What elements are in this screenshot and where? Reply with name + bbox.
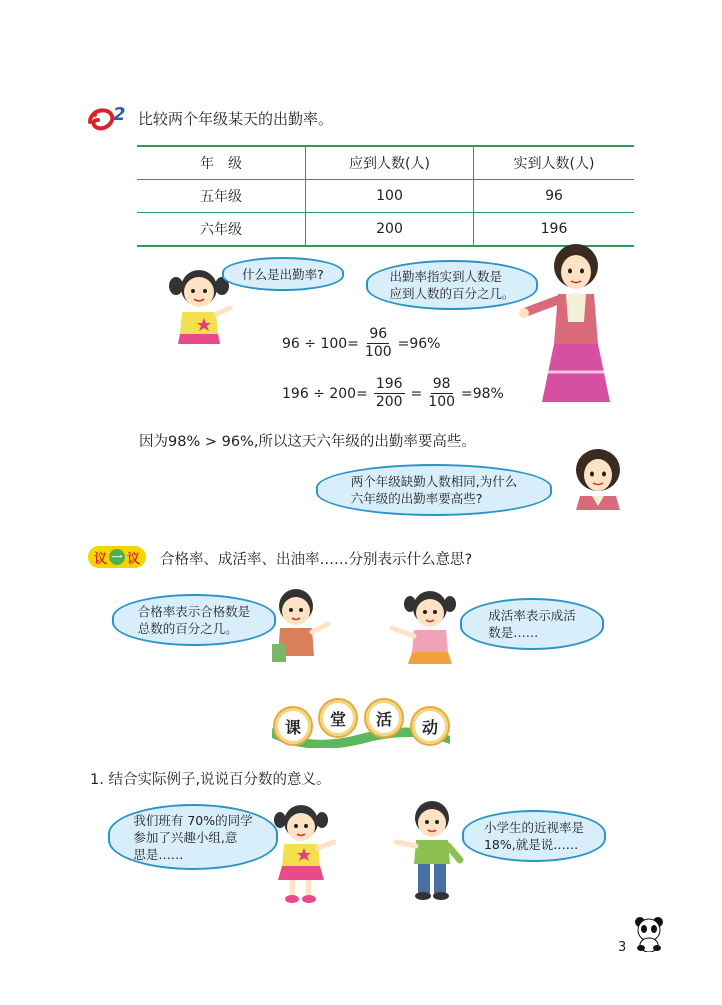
table-row	[137, 180, 634, 213]
activity-item-1: 1. 结合实际例子,说说百分数的意义。	[90, 772, 331, 788]
badge-char: 一	[109, 549, 125, 565]
fraction	[428, 376, 455, 411]
numerator: 96	[369, 326, 388, 342]
teacher-answer-bubble	[366, 260, 538, 310]
numerator: 98	[432, 376, 451, 392]
bubble-text: 小学生的近视率是	[483, 820, 584, 835]
denominator: 100	[428, 394, 456, 410]
equation-1	[282, 326, 441, 361]
example-title: 比较两个年级某天的出勤率。	[138, 110, 334, 128]
equation-text: =	[410, 385, 423, 402]
activity-char: 堂	[318, 698, 358, 738]
activity-char: 课	[273, 706, 313, 746]
page-number: 3	[618, 940, 627, 955]
equation-text: 196 ÷ 200=	[282, 385, 368, 402]
bubble-text: 18%,就是说……	[483, 837, 579, 852]
numerator: 196	[375, 376, 403, 392]
fraction	[365, 326, 392, 361]
bubble-text: 六年级的出勤率要高些?	[350, 491, 483, 506]
denominator: 100	[364, 344, 392, 360]
teacher-question-bubble	[316, 464, 552, 516]
table-cell: 96	[474, 180, 635, 213]
table-header: 应到人数(人)	[306, 146, 474, 180]
table-cell: 五年级	[137, 180, 306, 213]
table-cell: 六年级	[137, 213, 306, 247]
girl-star-illustration	[270, 800, 340, 904]
activity-char: 动	[410, 706, 450, 746]
bubble-text: 应到人数的百分之几。	[389, 286, 515, 301]
bubble-text: 成活率表示成活	[488, 608, 576, 623]
table-cell: 200	[306, 213, 474, 247]
equation-text: 96 ÷ 100=	[282, 335, 359, 352]
table-header: 实到人数(人)	[474, 146, 635, 180]
bubble-text: 两个年级缺勤人数相同,为什么	[350, 474, 518, 489]
girl-chenghuo-bubble	[460, 598, 604, 650]
discuss-badge	[88, 546, 146, 568]
badge-char: 议	[127, 551, 141, 567]
equation-2	[282, 376, 504, 411]
boy-illustration	[268, 586, 332, 664]
girl-pointing-illustration	[388, 586, 460, 666]
girl-70-bubble	[108, 804, 278, 870]
table-cell: 100	[306, 180, 474, 213]
teacher-illustration	[518, 244, 626, 406]
conclusion-text: 因为98% > 96%,所以这天六年级的出勤率要高些。	[139, 434, 476, 450]
activity-char: 活	[364, 698, 404, 738]
panda-icon	[632, 916, 666, 952]
boy-pointing-illustration	[392, 798, 464, 902]
girl-question-bubble	[222, 257, 344, 291]
bubble-text: 我们班有 70%的同学	[133, 812, 253, 828]
discuss-question: 合格率、成活率、出油率……分别表示什么意思?	[160, 552, 473, 568]
bubble-text: 总数的百分之几。	[137, 621, 238, 636]
boy-myopia-bubble	[462, 810, 606, 862]
example-number: 2	[113, 104, 126, 125]
bubble-text: 数是……	[488, 625, 539, 640]
boy-hegelv-bubble	[112, 594, 276, 646]
badge-char: 议	[93, 551, 107, 567]
table-row	[137, 213, 634, 247]
bubble-text: 合格率表示合格数是	[137, 604, 251, 619]
equation-text: =98%	[461, 385, 504, 402]
bubble-text: 什么是出勤率?	[242, 266, 324, 282]
equation-text: =96%	[397, 335, 441, 352]
attendance-table	[137, 145, 634, 247]
table-header-row	[137, 146, 634, 180]
bubble-text: 思是……	[133, 846, 184, 862]
table-cell: 196	[474, 213, 635, 247]
table-header: 年 级	[137, 146, 306, 180]
bubble-text: 出勤率指实到人数是	[389, 269, 502, 284]
teacher-head-illustration	[566, 448, 626, 510]
denominator: 200	[375, 394, 403, 410]
bubble-text: 参加了兴趣小组,意	[133, 829, 238, 845]
fraction	[374, 376, 405, 411]
